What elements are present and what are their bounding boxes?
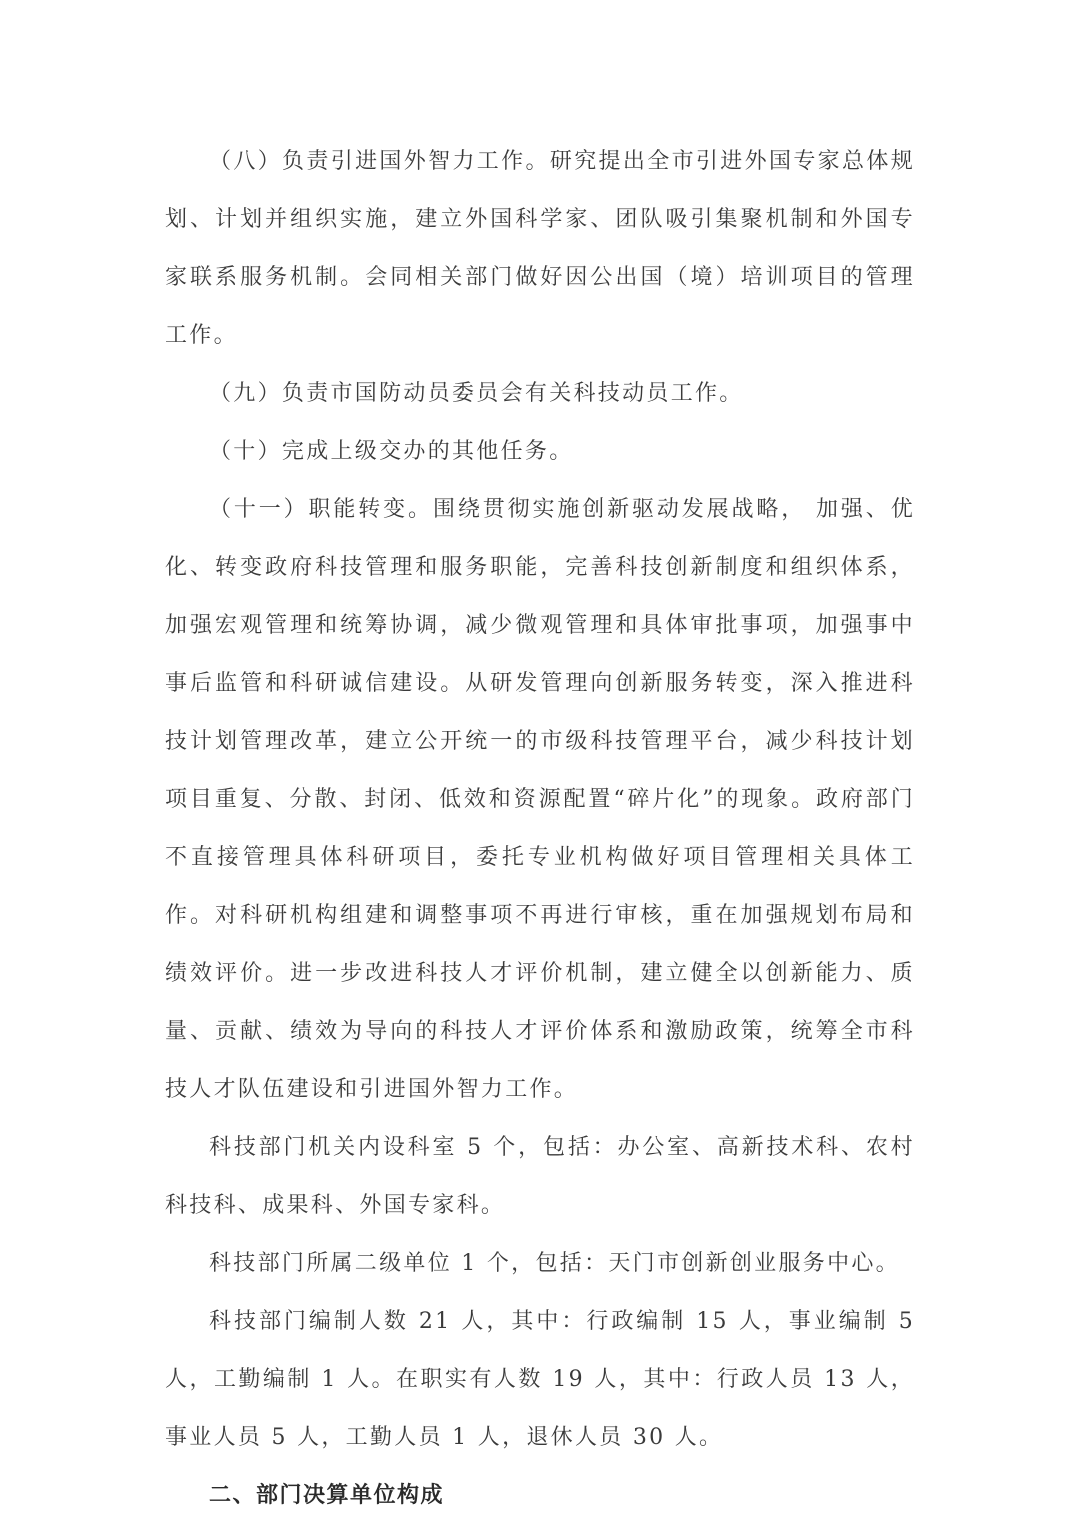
section-heading: 二、部门决算单位构成 xyxy=(209,1483,445,1508)
document-body xyxy=(165,133,915,1525)
paragraph-item-8-foreign-talent: （八）负责引进国外智力工作。研究提出全市引进外国专家总体规划、计划并组织实施，建立外国科学家、团队吸引集聚机制和外国专家联系服务机制。会同相关部门做好因公出国（境）培训项目的管理工作。 xyxy=(165,149,915,348)
paragraph-item-11-function-transformation: （十一）职能转变。围绕贯彻实施创新驱动发展战略， 加强、优化、转变政府科技管理和服务职能，完善科技创新制度和组织体系，加强宏观管理和统筹协调，减少微观管理和具体审批事项，加强事中事后监管和科研诚信建设。从研发管理向创新服务转变，深入推进科技计划管理改革，建立公开统一的市级科技管理平台，减少科技计划项目重复、分散、封闭、低效和资源配置“碎片化”的现象。政府部门不直接管理具体科研项目，委托专业机构做好项目管理相关具体工作。对科研机构组建和调整事项不再进行审核，重在加强规划布局和绩效评价。进一步改进科技人才评价机制，建立健全以创新能力、质量、贡献、绩效为导向的科技人才评价体系和激励政策，统筹全市科技人才队伍建设和引进国外智力工作。 xyxy=(165,497,915,1102)
paragraph-staffing: 科技部门编制人数 21 人，其中：行政编制 15 人，事业编制 5 人，工勤编制 1 人。在职实有人数 19 人，其中：行政人员 13 人，事业人员 5 人，工勤人员 1 人，退休人员 30 人。 xyxy=(165,1309,915,1450)
paragraph-item-10-other-tasks: （十）完成上级交办的其他任务。 xyxy=(209,439,574,464)
paragraph-item-9-defense-mobilization: （九）负责市国防动员委员会有关科技动员工作。 xyxy=(209,381,744,406)
paragraph-subordinate-units: 科技部门所属二级单位 1 个，包括：天门市创新创业服务中心。 xyxy=(209,1251,900,1276)
paragraph-internal-sections: 科技部门机关内设科室 5 个，包括：办公室、高新技术科、农村科技科、成果科、外国专家科。 xyxy=(165,1135,915,1218)
